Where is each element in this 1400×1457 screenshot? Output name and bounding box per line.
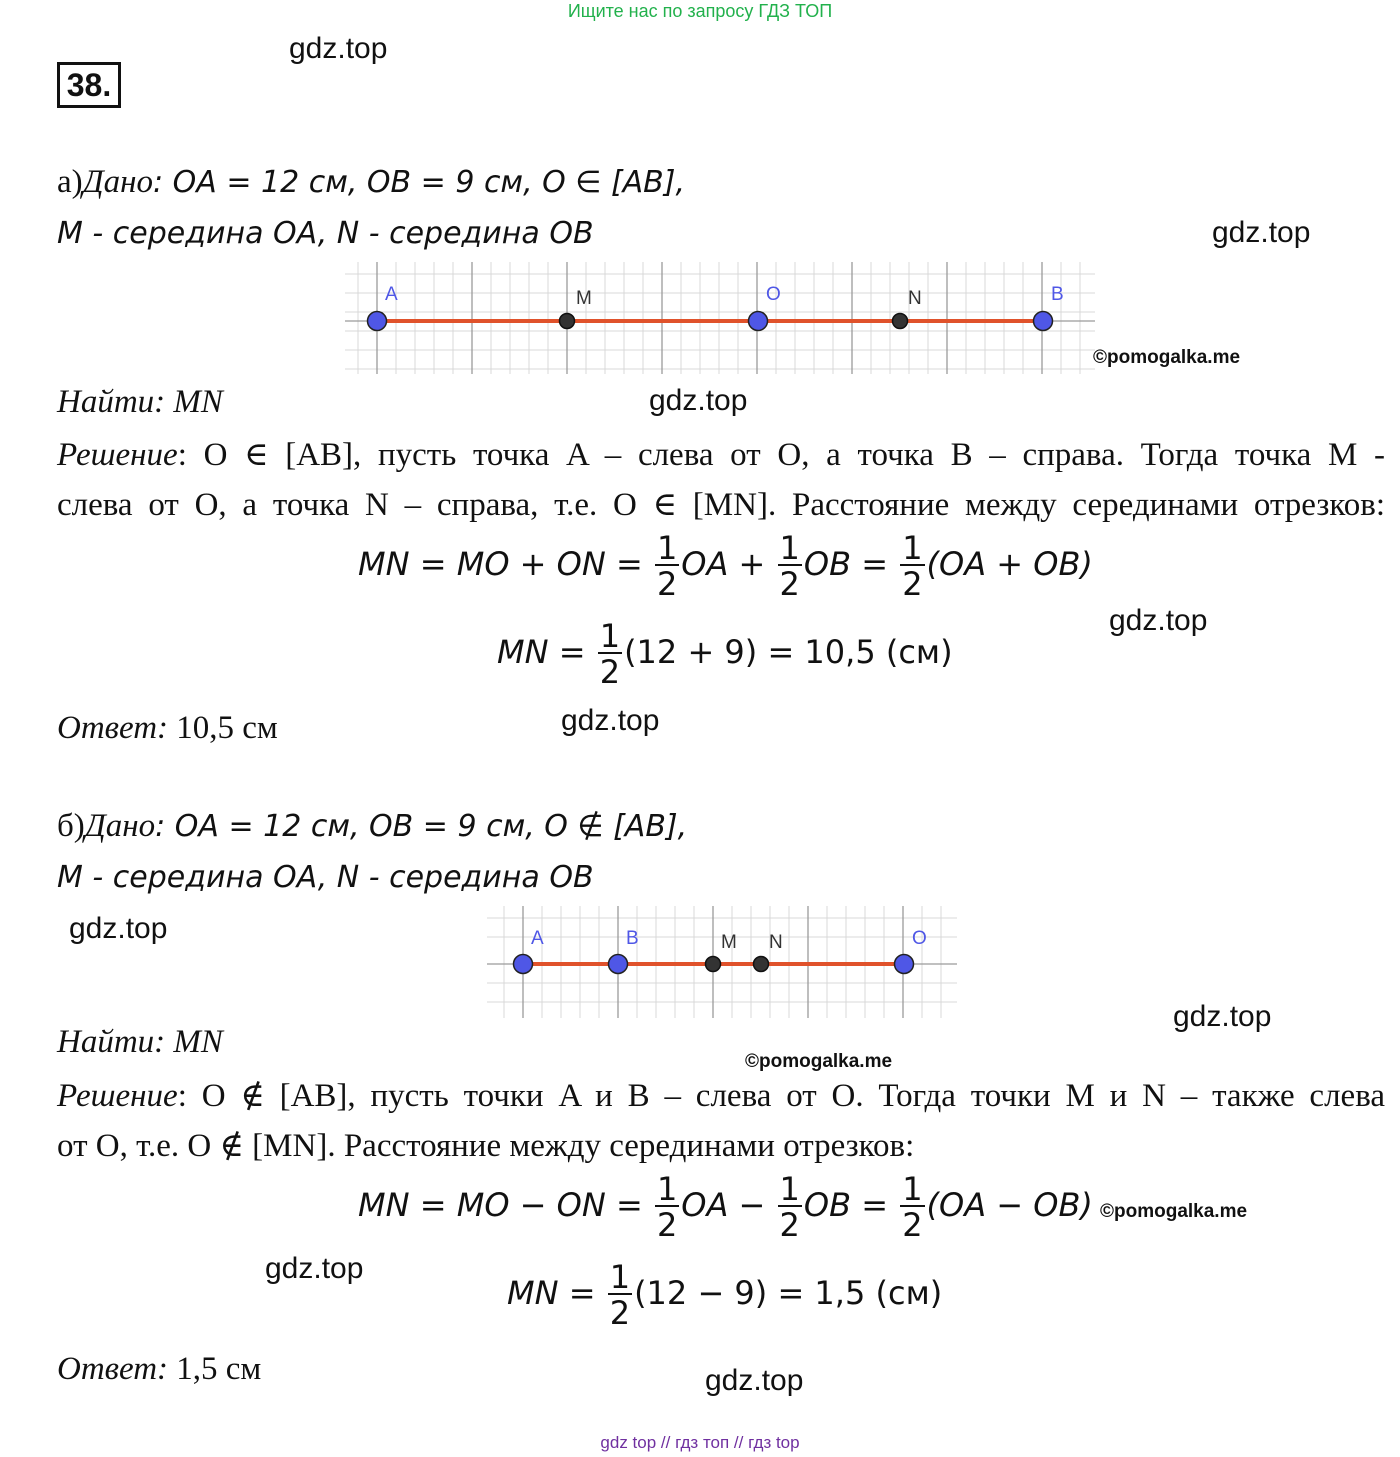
watermark: gdz.top — [561, 704, 660, 737]
part-b-midpoints: M - середина OA, N - середина OB — [57, 860, 594, 895]
watermark: gdz.top — [705, 1364, 804, 1397]
point-label: A — [385, 284, 398, 305]
point-b — [1034, 312, 1053, 331]
watermark: gdz.top — [1212, 216, 1311, 249]
point-label: N — [908, 288, 922, 309]
part-a-equation-1: MN = MO + ON = $\frac{1}{2}$ OA + $\frac{1}{2}$ OB = $\frac{1}{2}$ (OA + OB) — [358, 529, 1093, 603]
watermark: gdz.top — [649, 384, 748, 417]
part-a-midpoints: M - середина OA, N - середина OB — [57, 216, 594, 251]
part-a-find: Найти: MN — [57, 384, 223, 420]
point-m — [706, 957, 721, 972]
point-a — [368, 312, 387, 331]
part-b-figure — [487, 906, 959, 1018]
point-label: M — [721, 932, 737, 953]
part-a-solution-line2: слева от O, а точка N – справа, т.е. O ∈ [MN]. Расстояние между серединами отрезков: — [57, 487, 1385, 523]
part-b-find: Найти: MN — [57, 1024, 223, 1060]
copyright-mark: ©pomogalka.me — [745, 1051, 893, 1072]
part-b-solution-line2: от O, т.е. O ∉ [MN]. Расстояние между серединами отрезков: — [57, 1128, 915, 1164]
part-a-solution-line1: Решение: O ∈ [AB], пусть точка A – слева от O, а точка B – справа. Тогда точка M - — [57, 437, 1385, 473]
top-banner: Ищите нас по запросу ГДЗ ТОП — [567, 1, 833, 21]
point-label: B — [1051, 284, 1064, 305]
part-a-answer: Ответ: 10,5 см — [57, 710, 278, 746]
copyright-mark: ©pomogalka.me — [1093, 347, 1241, 368]
point-m — [560, 314, 575, 329]
part-b-answer: Ответ: 1,5 см — [57, 1351, 262, 1387]
point-a — [514, 955, 533, 974]
point-label: O — [766, 284, 781, 305]
point-n — [893, 314, 908, 329]
part-a-given: а)Дано: OA = 12 см, OB = 9 см, O ∈ [AB], — [57, 164, 686, 200]
point-label: M — [576, 288, 592, 309]
watermark: gdz.top — [69, 912, 168, 945]
watermark: gdz.top — [289, 32, 388, 65]
footer-links[interactable]: gdz top // гдз топ // гдз top — [600, 1433, 800, 1452]
point-label: O — [912, 928, 927, 949]
point-n — [754, 957, 769, 972]
watermark: gdz.top — [1109, 604, 1208, 637]
watermark: gdz.top — [1173, 1000, 1272, 1033]
point-label: N — [769, 932, 783, 953]
part-b-solution-line1: Решение: O ∉ [AB], пусть точки A и B – слева от O. Тогда точки M и N – также слева — [57, 1078, 1385, 1114]
part-a-figure — [345, 262, 1097, 374]
point-label: A — [531, 928, 544, 949]
part-b-equation-1: MN = MO − ON = $\frac{1}{2}$ OA − $\frac{1}{2}$ OB = $\frac{1}{2}$ (OA − OB) — [358, 1170, 1093, 1244]
problem-number: 38. — [57, 62, 121, 108]
copyright-mark: ©pomogalka.me — [1100, 1201, 1248, 1222]
watermark: gdz.top — [265, 1252, 364, 1285]
part-a-equation-2: MN = $\frac{1}{2}$ (12 + 9) = 10,5 (см) — [497, 617, 953, 691]
part-b-equation-2: MN = $\frac{1}{2}$ (12 − 9) = 1,5 (см) — [507, 1258, 943, 1332]
point-o — [895, 955, 914, 974]
point-label: B — [626, 928, 639, 949]
point-b — [609, 955, 628, 974]
point-o — [749, 312, 768, 331]
part-b-given: б)Дано: OA = 12 см, OB = 9 см, O ∉ [AB], — [57, 808, 688, 844]
